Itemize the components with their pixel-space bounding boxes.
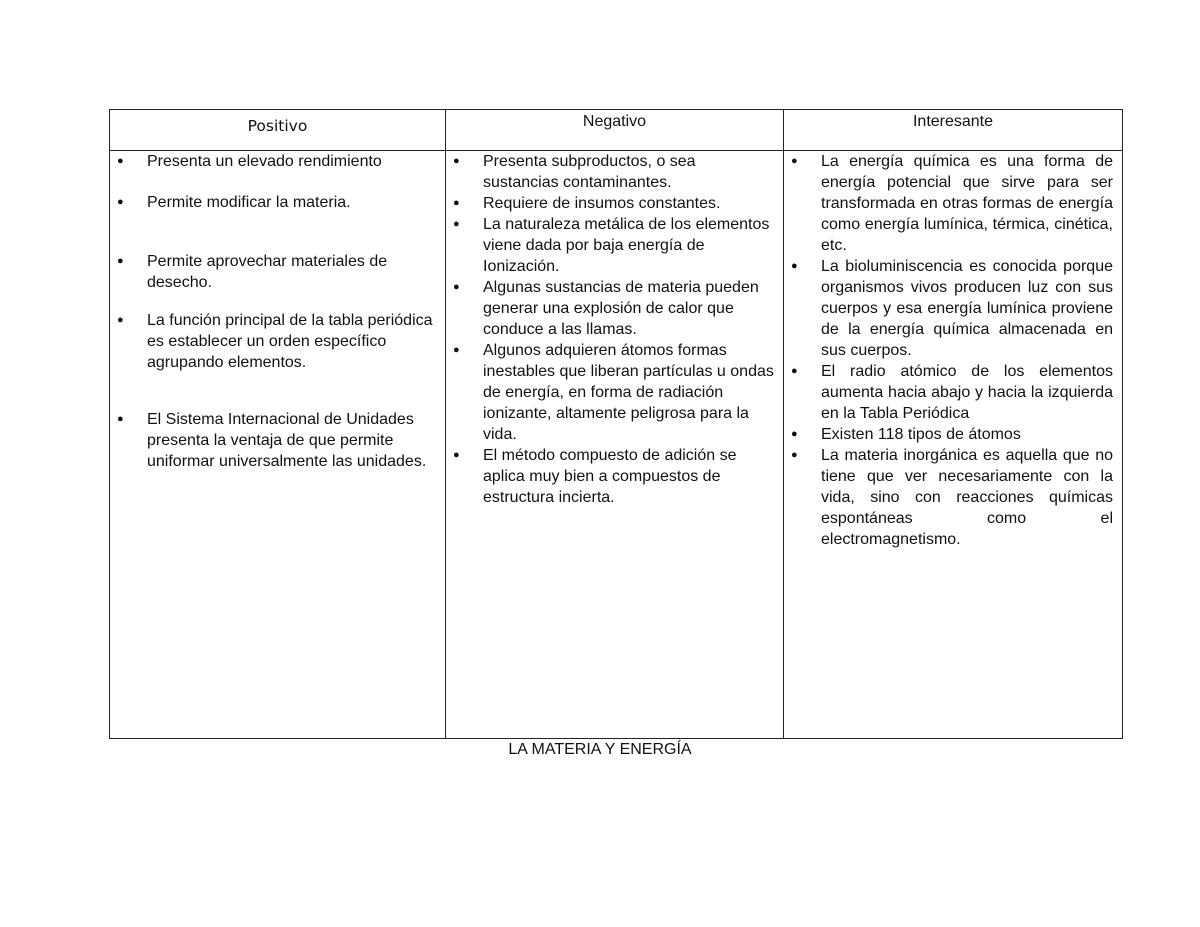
list-item: ● Permite modificar la materia. <box>110 192 445 213</box>
list-item: ● La función principal de la tabla periódica es establecer un orden específico agrupando elementos. <box>110 310 445 373</box>
list-item: ● La naturaleza metálica de los elementos viene dada por baja energía de Ionización. <box>446 214 783 277</box>
list-item: ● Permite aprovechar materiales de desecho. <box>110 251 445 293</box>
list-item: ● El Sistema Internacional de Unidades presenta la ventaja de que permite uniformar universalmente las unidades. <box>110 409 445 472</box>
negativo-cell <box>446 151 784 739</box>
negativo-list <box>446 151 783 508</box>
page-caption: LA MATERIA Y ENERGÍA <box>508 741 692 758</box>
list-item: ● Requiere de insumos constantes. <box>446 193 783 214</box>
list-item: ● Presenta subproductos, o sea sustancias contaminantes. <box>446 151 783 193</box>
interesante-list <box>784 151 1122 550</box>
header-interesante: Interesante <box>784 110 1123 151</box>
list-item: ● Existen 118 tipos de átomos <box>784 424 1122 445</box>
list-item: ● La energía química es una forma de energía potencial que sirve para ser transformada en otras formas de energía como energía lumínica, térmica, cinética, etc. <box>784 151 1122 256</box>
list-item: ● Algunas sustancias de materia pueden generar una explosión de calor que conduce a las llamas. <box>446 277 783 340</box>
list-item: ● Algunos adquieren átomos formas inestables que liberan partículas u ondas de energía, en forma de radiación ionizante, altamente peligrosa para la vida. <box>446 340 783 445</box>
header-negativo: Negativo <box>446 110 784 151</box>
list-item: ● El radio atómico de los elementos aumenta hacia abajo y hacia la izquierda en la Tabla Periódica <box>784 361 1122 424</box>
interesante-cell <box>784 151 1123 739</box>
pni-table <box>109 109 1123 739</box>
list-item: ● La materia inorgánica es aquella que no tiene que ver necesariamente con la vida, sino con reacciones químicas espontáneas como el electromagnetismo. <box>784 445 1122 550</box>
list-item: ● El método compuesto de adición se aplica muy bien a compuestos de estructura incierta. <box>446 445 783 508</box>
list-item: ● La bioluminiscencia es conocida porque organismos vivos producen luz con sus cuerpos y esa energía lumínica proviene de la energía química almacenada en sus cuerpos. <box>784 256 1122 361</box>
positivo-cell <box>110 151 446 739</box>
list-item: ● Presenta un elevado rendimiento <box>110 151 445 172</box>
positivo-list <box>110 151 445 472</box>
header-positivo: Positivo <box>110 110 446 151</box>
table-header-row <box>110 110 1123 151</box>
table-body-row <box>110 151 1123 739</box>
